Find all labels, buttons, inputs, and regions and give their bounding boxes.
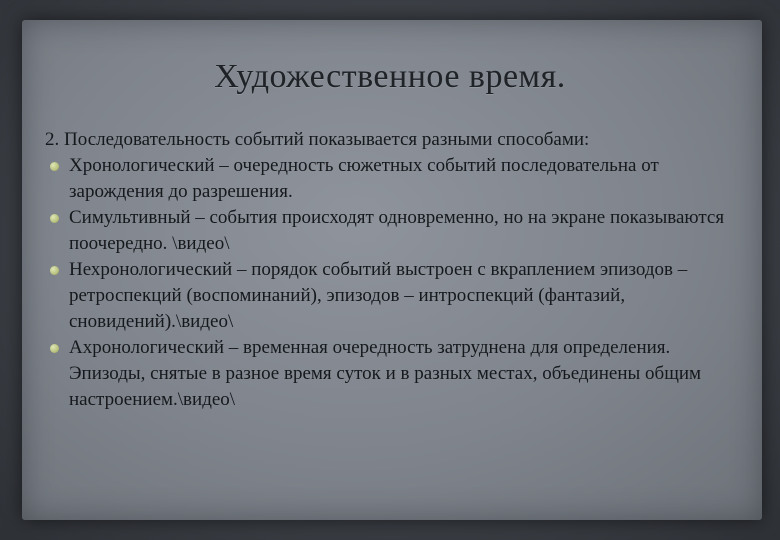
bullet-icon (50, 162, 59, 171)
slide-title: Художественное время. (214, 58, 566, 95)
list-item-text: Ахронологический – временная очередность затруднена для определения. Эпизоды, снятые в разное время суток и в разных местах, объединены общим настроением.\видео\ (69, 337, 702, 410)
list-item-text: Нехронологический – порядок событий выстроен с вкраплением эпизодов – ретроспекций (воспоминаний), эпизодов – интроспекций (фантазий, сновидений).\видео\ (69, 259, 688, 332)
bullet-icon (50, 214, 59, 223)
bullet-icon (50, 344, 59, 353)
list-item (45, 335, 745, 413)
list-item-text: Хронологический – очередность сюжетных событий последовательна от зарождения до разрешения. (69, 155, 659, 202)
list-item-text: Симультивный – события происходят одновременно, но на экране показываются поочередно. \видео\ (69, 207, 725, 254)
slide-body (45, 127, 745, 413)
bullet-list (45, 153, 745, 413)
bullet-icon (50, 266, 59, 275)
list-item (45, 205, 745, 257)
intro-text: 2. Последовательность событий показывается разными способами: (45, 129, 590, 150)
list-item (45, 153, 745, 205)
list-item (45, 257, 745, 335)
